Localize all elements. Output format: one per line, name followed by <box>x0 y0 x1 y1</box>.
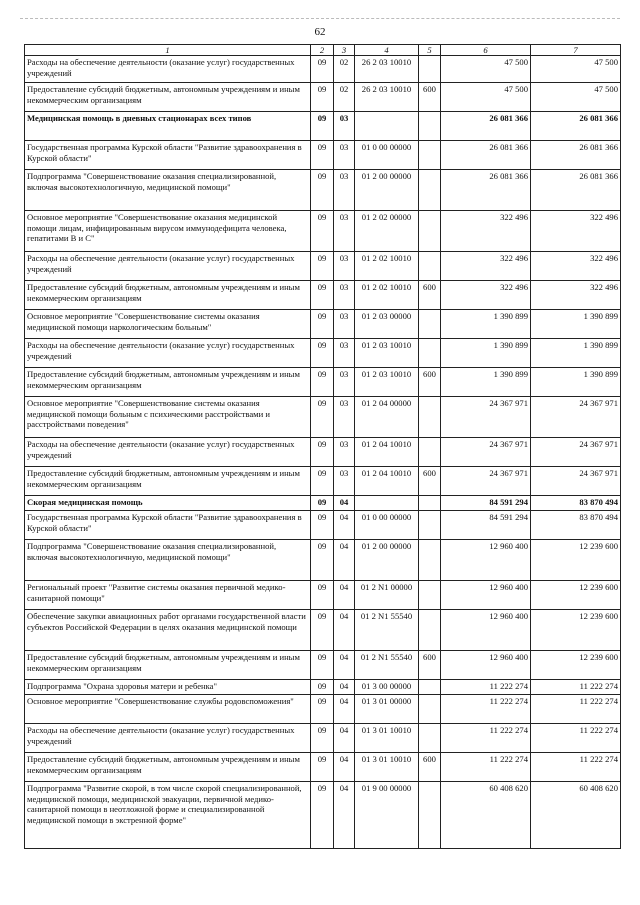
row-target-article-cell: 01 0 00 00000 <box>355 511 419 540</box>
row-subsection-cell: 03 <box>334 252 355 281</box>
page-number: 62 <box>314 26 326 38</box>
row-subsection-cell: 04 <box>334 496 355 511</box>
row-subsection-cell: 03 <box>334 112 355 141</box>
table-row <box>25 397 621 438</box>
header-row <box>25 45 621 56</box>
row-target-article-cell: 01 2 03 10010 <box>355 339 419 368</box>
row-amount-year2-cell: 60 408 620 <box>531 782 621 849</box>
row-subsection-cell: 03 <box>334 397 355 438</box>
table-row <box>25 56 621 83</box>
table-row <box>25 467 621 496</box>
row-expense-type-cell <box>419 496 441 511</box>
row-subsection-cell: 03 <box>334 339 355 368</box>
row-subsection-cell: 03 <box>334 467 355 496</box>
row-amount-year2-cell: 322 496 <box>531 252 621 281</box>
row-amount-year2-cell: 47 500 <box>531 56 621 83</box>
row-subsection-cell: 03 <box>334 281 355 310</box>
header-cell-1: 1 <box>25 45 311 56</box>
row-expense-type-cell <box>419 112 441 141</box>
row-target-article-cell: 01 3 01 00000 <box>355 695 419 724</box>
header-cell-5: 5 <box>419 45 441 56</box>
table-body <box>25 56 621 849</box>
row-section-cell: 09 <box>311 753 334 782</box>
row-amount-year1-cell: 12 960 400 <box>441 581 531 610</box>
row-name-cell: Предоставление субсидий бюджетным, автономным учреждениям и иным некоммерческим организациям <box>25 368 311 397</box>
row-name-cell: Подпрограмма "Охрана здоровья матери и ребенка" <box>25 680 311 695</box>
table-row <box>25 540 621 581</box>
row-amount-year2-cell: 47 500 <box>531 83 621 112</box>
row-target-article-cell: 01 2 N1 55540 <box>355 610 419 651</box>
table-row <box>25 141 621 170</box>
row-name-cell: Основное мероприятие "Совершенствование службы родовспоможения" <box>25 695 311 724</box>
row-subsection-cell: 04 <box>334 695 355 724</box>
row-section-cell: 09 <box>311 281 334 310</box>
row-section-cell: 09 <box>311 540 334 581</box>
row-amount-year1-cell: 1 390 899 <box>441 368 531 397</box>
row-expense-type-cell <box>419 511 441 540</box>
row-subsection-cell: 04 <box>334 782 355 849</box>
row-expense-type-cell <box>419 610 441 651</box>
row-expense-type-cell <box>419 438 441 467</box>
budget-table <box>24 44 621 849</box>
row-section-cell: 09 <box>311 170 334 211</box>
row-section-cell: 09 <box>311 438 334 467</box>
row-amount-year2-cell: 1 390 899 <box>531 368 621 397</box>
row-section-cell: 09 <box>311 368 334 397</box>
row-subsection-cell: 04 <box>334 581 355 610</box>
row-amount-year2-cell: 12 239 600 <box>531 610 621 651</box>
row-name-cell: Расходы на обеспечение деятельности (оказание услуг) государственных учреждений <box>25 252 311 281</box>
row-subsection-cell: 04 <box>334 540 355 581</box>
row-amount-year2-cell: 24 367 971 <box>531 467 621 496</box>
row-section-cell: 09 <box>311 56 334 83</box>
row-expense-type-cell: 600 <box>419 467 441 496</box>
row-section-cell: 09 <box>311 610 334 651</box>
row-amount-year2-cell: 24 367 971 <box>531 397 621 438</box>
row-amount-year1-cell: 11 222 274 <box>441 680 531 695</box>
row-section-cell: 09 <box>311 680 334 695</box>
row-name-cell: Предоставление субсидий бюджетным, автономным учреждениям и иным некоммерческим организациям <box>25 281 311 310</box>
row-amount-year2-cell: 83 870 494 <box>531 511 621 540</box>
row-target-article-cell: 01 2 03 00000 <box>355 310 419 339</box>
row-section-cell: 09 <box>311 511 334 540</box>
header-cell-3: 3 <box>334 45 355 56</box>
row-amount-year2-cell: 26 081 366 <box>531 170 621 211</box>
row-amount-year2-cell: 1 390 899 <box>531 310 621 339</box>
row-expense-type-cell: 600 <box>419 281 441 310</box>
row-name-cell: Предоставление субсидий бюджетным, автономным учреждениям и иным некоммерческим организациям <box>25 753 311 782</box>
row-amount-year2-cell: 26 081 366 <box>531 112 621 141</box>
table-row <box>25 695 621 724</box>
row-subsection-cell: 03 <box>334 211 355 252</box>
top-rule <box>20 18 620 19</box>
row-name-cell: Подпрограмма "Совершенствование оказания специализированной, включая высокотехнологичную, медицинской помощи" <box>25 540 311 581</box>
row-name-cell: Основное мероприятие "Совершенствование системы оказания медицинской помощи наркологическим больным" <box>25 310 311 339</box>
row-expense-type-cell <box>419 141 441 170</box>
table-row <box>25 610 621 651</box>
table-row <box>25 281 621 310</box>
row-amount-year1-cell: 84 591 294 <box>441 511 531 540</box>
row-name-cell: Региональный проект "Развитие системы оказания первичной медико-санитарной помощи" <box>25 581 311 610</box>
row-amount-year2-cell: 322 496 <box>531 211 621 252</box>
row-amount-year2-cell: 24 367 971 <box>531 438 621 467</box>
row-amount-year1-cell: 322 496 <box>441 252 531 281</box>
row-section-cell: 09 <box>311 310 334 339</box>
row-section-cell: 09 <box>311 83 334 112</box>
row-expense-type-cell <box>419 56 441 83</box>
row-section-cell: 09 <box>311 112 334 141</box>
row-expense-type-cell <box>419 310 441 339</box>
row-amount-year2-cell: 1 390 899 <box>531 339 621 368</box>
row-target-article-cell: 01 3 01 10010 <box>355 753 419 782</box>
row-expense-type-cell <box>419 581 441 610</box>
row-target-article-cell: 01 2 02 10010 <box>355 281 419 310</box>
row-amount-year1-cell: 26 081 366 <box>441 112 531 141</box>
row-amount-year1-cell: 60 408 620 <box>441 782 531 849</box>
table-row <box>25 252 621 281</box>
table-row <box>25 782 621 849</box>
row-name-cell: Подпрограмма "Совершенствование оказания специализированной, включая высокотехнологичную, медицинской помощи" <box>25 170 311 211</box>
row-amount-year2-cell: 12 239 600 <box>531 581 621 610</box>
row-amount-year1-cell: 11 222 274 <box>441 695 531 724</box>
row-subsection-cell: 03 <box>334 438 355 467</box>
row-section-cell: 09 <box>311 467 334 496</box>
row-target-article-cell: 01 0 00 00000 <box>355 141 419 170</box>
header-cell-6: 6 <box>441 45 531 56</box>
row-subsection-cell: 03 <box>334 141 355 170</box>
row-expense-type-cell <box>419 252 441 281</box>
row-subsection-cell: 04 <box>334 610 355 651</box>
row-name-cell: Основное мероприятие "Совершенствование системы оказания медицинской помощи больным с психическими расстройствами и расстройствами поведения" <box>25 397 311 438</box>
row-section-cell: 09 <box>311 581 334 610</box>
row-target-article-cell: 01 2 04 10010 <box>355 467 419 496</box>
row-amount-year1-cell: 26 081 366 <box>441 141 531 170</box>
row-amount-year2-cell: 26 081 366 <box>531 141 621 170</box>
row-amount-year2-cell: 11 222 274 <box>531 724 621 753</box>
table-row <box>25 310 621 339</box>
row-name-cell: Государственная программа Курской области "Развитие здравоохранения в Курской области" <box>25 141 311 170</box>
row-section-cell: 09 <box>311 651 334 680</box>
table-row <box>25 438 621 467</box>
row-name-cell: Подпрограмма "Развитие скорой, в том числе скорой специализированной, медицинской помощи, медицинской эвакуации, первичной медико-санитарной помощи в неотложной форме и специализированной медицинской помощи в экстренной форме" <box>25 782 311 849</box>
row-expense-type-cell <box>419 695 441 724</box>
row-name-cell: Скорая медицинская помощь <box>25 496 311 511</box>
row-target-article-cell: 01 2 04 10010 <box>355 438 419 467</box>
row-name-cell: Государственная программа Курской области "Развитие здравоохранения в Курской области" <box>25 511 311 540</box>
row-amount-year1-cell: 11 222 274 <box>441 753 531 782</box>
row-subsection-cell: 03 <box>334 310 355 339</box>
row-amount-year1-cell: 26 081 366 <box>441 170 531 211</box>
table-row <box>25 581 621 610</box>
table-row <box>25 170 621 211</box>
row-target-article-cell: 26 2 03 10010 <box>355 56 419 83</box>
row-subsection-cell: 03 <box>334 170 355 211</box>
row-expense-type-cell <box>419 724 441 753</box>
row-subsection-cell: 02 <box>334 83 355 112</box>
row-target-article-cell: 26 2 03 10010 <box>355 83 419 112</box>
row-amount-year2-cell: 12 239 600 <box>531 651 621 680</box>
row-amount-year1-cell: 84 591 294 <box>441 496 531 511</box>
row-target-article-cell: 01 2 02 10010 <box>355 252 419 281</box>
row-section-cell: 09 <box>311 782 334 849</box>
table-row <box>25 83 621 112</box>
table-row <box>25 511 621 540</box>
row-name-cell: Медицинская помощь в дневных стационарах всех типов <box>25 112 311 141</box>
row-target-article-cell: 01 2 N1 00000 <box>355 581 419 610</box>
row-target-article-cell: 01 2 00 00000 <box>355 170 419 211</box>
row-section-cell: 09 <box>311 252 334 281</box>
row-expense-type-cell: 600 <box>419 368 441 397</box>
row-amount-year1-cell: 24 367 971 <box>441 397 531 438</box>
row-expense-type-cell <box>419 397 441 438</box>
row-amount-year1-cell: 47 500 <box>441 83 531 112</box>
row-amount-year2-cell: 11 222 274 <box>531 753 621 782</box>
row-expense-type-cell <box>419 339 441 368</box>
table-row <box>25 112 621 141</box>
row-name-cell: Расходы на обеспечение деятельности (оказание услуг) государственных учреждений <box>25 724 311 753</box>
row-amount-year2-cell: 11 222 274 <box>531 695 621 724</box>
row-section-cell: 09 <box>311 211 334 252</box>
row-subsection-cell: 04 <box>334 511 355 540</box>
row-amount-year1-cell: 24 367 971 <box>441 467 531 496</box>
row-subsection-cell: 04 <box>334 724 355 753</box>
table-row <box>25 339 621 368</box>
row-target-article-cell <box>355 496 419 511</box>
row-target-article-cell: 01 9 00 00000 <box>355 782 419 849</box>
row-amount-year1-cell: 322 496 <box>441 281 531 310</box>
row-target-article-cell: 01 2 02 00000 <box>355 211 419 252</box>
row-target-article-cell: 01 2 04 00000 <box>355 397 419 438</box>
row-section-cell: 09 <box>311 496 334 511</box>
row-target-article-cell: 01 3 00 00000 <box>355 680 419 695</box>
row-expense-type-cell: 600 <box>419 83 441 112</box>
row-amount-year1-cell: 11 222 274 <box>441 724 531 753</box>
table-row <box>25 368 621 397</box>
row-expense-type-cell <box>419 540 441 581</box>
row-section-cell: 09 <box>311 695 334 724</box>
header-cell-2: 2 <box>311 45 334 56</box>
row-section-cell: 09 <box>311 339 334 368</box>
table-row <box>25 211 621 252</box>
row-name-cell: Расходы на обеспечение деятельности (оказание услуг) государственных учреждений <box>25 56 311 83</box>
row-amount-year2-cell: 11 222 274 <box>531 680 621 695</box>
row-subsection-cell: 04 <box>334 680 355 695</box>
table-row <box>25 680 621 695</box>
row-amount-year1-cell: 322 496 <box>441 211 531 252</box>
row-name-cell: Предоставление субсидий бюджетным, автономным учреждениям и иным некоммерческим организациям <box>25 651 311 680</box>
row-name-cell: Предоставление субсидий бюджетным, автономным учреждениям и иным некоммерческим организациям <box>25 83 311 112</box>
row-expense-type-cell: 600 <box>419 651 441 680</box>
row-subsection-cell: 04 <box>334 651 355 680</box>
row-amount-year1-cell: 1 390 899 <box>441 310 531 339</box>
row-section-cell: 09 <box>311 141 334 170</box>
row-amount-year2-cell: 322 496 <box>531 281 621 310</box>
row-amount-year1-cell: 12 960 400 <box>441 540 531 581</box>
row-amount-year1-cell: 12 960 400 <box>441 651 531 680</box>
row-target-article-cell: 01 2 00 00000 <box>355 540 419 581</box>
row-amount-year1-cell: 1 390 899 <box>441 339 531 368</box>
row-amount-year2-cell: 83 870 494 <box>531 496 621 511</box>
row-subsection-cell: 04 <box>334 753 355 782</box>
row-section-cell: 09 <box>311 724 334 753</box>
row-name-cell: Предоставление субсидий бюджетным, автономным учреждениям и иным некоммерческим организациям <box>25 467 311 496</box>
row-name-cell: Обеспечение закупки авиационных работ органами государственной власти субъектов Российской Федерации в целях оказания медицинской помощи <box>25 610 311 651</box>
header-cell-7: 7 <box>531 45 621 56</box>
row-name-cell: Основное мероприятие "Совершенствование оказания медицинской помощи лицам, инфицированным вирусом иммунодефицита человека, гепатитами В и С" <box>25 211 311 252</box>
row-expense-type-cell <box>419 170 441 211</box>
table-row <box>25 724 621 753</box>
header-cell-4: 4 <box>355 45 419 56</box>
row-amount-year1-cell: 47 500 <box>441 56 531 83</box>
row-target-article-cell: 01 2 N1 55540 <box>355 651 419 680</box>
row-expense-type-cell <box>419 782 441 849</box>
row-section-cell: 09 <box>311 397 334 438</box>
row-expense-type-cell <box>419 680 441 695</box>
row-expense-type-cell <box>419 211 441 252</box>
row-target-article-cell: 01 2 03 10010 <box>355 368 419 397</box>
row-amount-year1-cell: 24 367 971 <box>441 438 531 467</box>
row-name-cell: Расходы на обеспечение деятельности (оказание услуг) государственных учреждений <box>25 438 311 467</box>
row-expense-type-cell: 600 <box>419 753 441 782</box>
row-subsection-cell: 03 <box>334 368 355 397</box>
row-target-article-cell <box>355 112 419 141</box>
table-row <box>25 496 621 511</box>
row-amount-year2-cell: 12 239 600 <box>531 540 621 581</box>
row-target-article-cell: 01 3 01 10010 <box>355 724 419 753</box>
table-row <box>25 753 621 782</box>
row-amount-year1-cell: 12 960 400 <box>441 610 531 651</box>
row-name-cell: Расходы на обеспечение деятельности (оказание услуг) государственных учреждений <box>25 339 311 368</box>
table-row <box>25 651 621 680</box>
row-subsection-cell: 02 <box>334 56 355 83</box>
